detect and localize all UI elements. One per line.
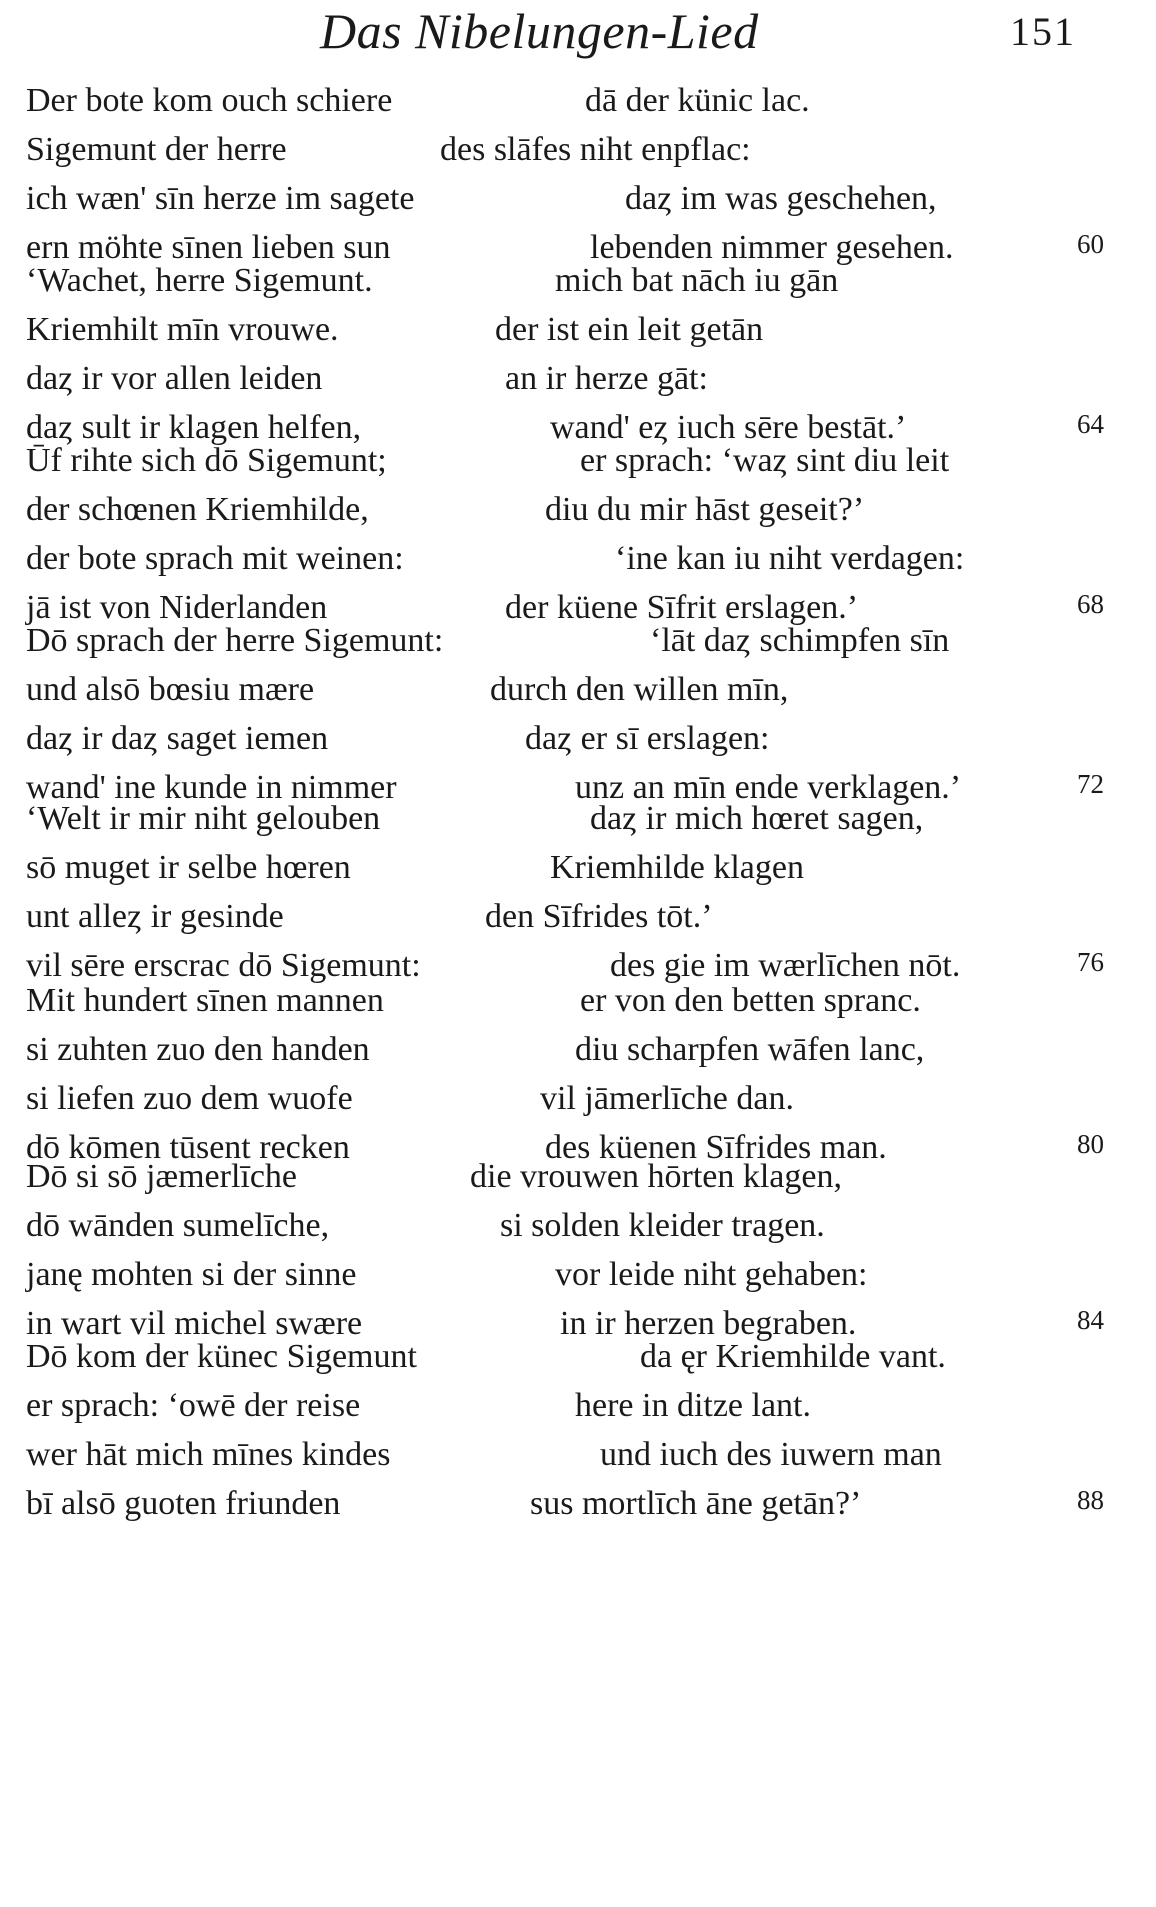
first-half-line: daȥ ir vor allen leiden xyxy=(26,360,323,397)
first-half-line: ich wæn' sīn herze im sagete xyxy=(26,180,415,217)
first-half-line: ern möhte sīnen lieben sun xyxy=(26,229,391,266)
verse-line xyxy=(0,262,1156,311)
line-number: 72 xyxy=(1077,769,1104,799)
second-half-line: diu scharpfen wāfen lanc, xyxy=(575,1031,925,1068)
verse-line xyxy=(0,131,1156,180)
second-half-line: daȥ im was geschehen, xyxy=(625,180,937,217)
first-half-line: dō kōmen tūsent recken xyxy=(26,1129,350,1166)
verse-line xyxy=(0,360,1156,409)
page-title: Das Nibelungen-Lied xyxy=(320,3,759,59)
stanza xyxy=(0,1158,1156,1354)
stanza xyxy=(0,622,1156,818)
first-half-line: si zuhten zuo den handen xyxy=(26,1031,370,1068)
verse-line xyxy=(0,671,1156,720)
first-half-line: ‘Welt ir mir niht gelouben xyxy=(26,800,381,837)
line-number: 76 xyxy=(1077,947,1104,977)
first-half-line: Dō si sō jæmerlīche xyxy=(26,1158,298,1195)
second-half-line: den Sīfrides tōt.’ xyxy=(485,898,713,935)
first-half-line: in wart vil michel swære xyxy=(26,1305,363,1342)
second-half-line: mich bat nāch iu gān xyxy=(555,262,839,299)
page-number: 151 xyxy=(1010,9,1076,54)
line-number: 64 xyxy=(1077,409,1104,439)
verse-line xyxy=(0,1387,1156,1436)
verse-line xyxy=(0,1436,1156,1485)
first-half-line: janę mohten si der sinne xyxy=(26,1256,357,1293)
stanza xyxy=(0,800,1156,996)
second-half-line: unz an mīn ende verklagen.’ xyxy=(575,769,962,806)
first-half-line: bī alsō guoten friunden xyxy=(26,1485,341,1522)
stanza xyxy=(0,262,1156,458)
first-half-line: Der bote kom ouch schiere xyxy=(26,82,393,119)
verse-line xyxy=(0,1338,1156,1387)
first-half-line: Sigemunt der herre xyxy=(26,131,287,168)
second-half-line: des gie im wærlīchen nōt. xyxy=(610,947,961,984)
stanza xyxy=(0,442,1156,638)
line-number: 84 xyxy=(1077,1305,1104,1335)
verse-line xyxy=(0,1256,1156,1305)
first-half-line: dō wānden sumelīche, xyxy=(26,1207,330,1244)
first-half-line: vil sēre erscrac dō Sigemunt: xyxy=(26,947,421,984)
first-half-line: und alsō bœsiu mære xyxy=(26,671,315,708)
second-half-line: sus mortlīch āne getān?’ xyxy=(530,1485,862,1522)
second-half-line: daȥ er sī erslagen: xyxy=(525,720,770,757)
verse-line xyxy=(0,540,1156,589)
verse-line xyxy=(0,1158,1156,1207)
first-half-line: daȥ sult ir klagen helfen, xyxy=(26,409,362,446)
second-half-line: vor leide niht gehaben: xyxy=(555,1256,868,1293)
verse-line xyxy=(0,180,1156,229)
second-half-line: an ir herze gāt: xyxy=(505,360,708,397)
stanza xyxy=(0,1338,1156,1534)
second-half-line: Kriemhilde klagen xyxy=(550,849,804,886)
second-half-line: die vrouwen hōrten klagen, xyxy=(470,1158,842,1195)
second-half-line: des slāfes niht enpflac: xyxy=(440,131,751,168)
first-half-line: der bote sprach mit weinen: xyxy=(26,540,404,577)
verse-line xyxy=(0,982,1156,1031)
line-number: 60 xyxy=(1077,229,1104,259)
stanza xyxy=(0,82,1156,278)
verse-line xyxy=(0,442,1156,491)
first-half-line: Mit hundert sīnen mannen xyxy=(26,982,384,1019)
second-half-line: lebenden nimmer gesehen. xyxy=(590,229,954,266)
second-half-line: durch den willen mīn, xyxy=(490,671,789,708)
stanza xyxy=(0,982,1156,1178)
second-half-line: des küenen Sīfrides man. xyxy=(545,1129,887,1166)
first-half-line: unt alleȥ ir gesinde xyxy=(26,898,284,935)
second-half-line: dā der künic lac. xyxy=(585,82,810,119)
first-half-line: wer hāt mich mīnes kindes xyxy=(26,1436,391,1473)
second-half-line: ‘ine kan iu niht verdagen: xyxy=(615,540,965,577)
second-half-line: in ir herzen begraben. xyxy=(560,1305,857,1342)
first-half-line: Ūf rihte sich dō Sigemunt; xyxy=(26,442,387,479)
verse-line xyxy=(0,898,1156,947)
first-half-line: si liefen zuo dem wuofe xyxy=(26,1080,353,1117)
verse-line xyxy=(0,311,1156,360)
first-half-line: wand' ine kunde in nimmer xyxy=(26,769,397,806)
first-half-line: der schœnen Kriemhilde, xyxy=(26,491,369,528)
second-half-line: diu du mir hāst geseit?’ xyxy=(545,491,865,528)
first-half-line: Dō sprach der herre Sigemunt: xyxy=(26,622,444,659)
verse-line xyxy=(0,800,1156,849)
second-half-line: da ęr Kriemhilde vant. xyxy=(640,1338,946,1375)
second-half-line: here in ditze lant. xyxy=(575,1387,812,1424)
first-half-line: ‘Wachet, herre Sigemunt. xyxy=(26,262,373,299)
verse-line xyxy=(0,622,1156,671)
second-half-line: er von den betten spranc. xyxy=(580,982,921,1019)
second-half-line: si solden kleider tragen. xyxy=(500,1207,825,1244)
line-number: 88 xyxy=(1077,1485,1104,1515)
second-half-line: der küene Sīfrit erslagen.’ xyxy=(505,589,859,626)
verse-line xyxy=(0,491,1156,540)
second-half-line: und iuch des iuwern man xyxy=(600,1436,942,1473)
verse-line xyxy=(0,849,1156,898)
second-half-line: ‘lāt daȥ schimpfen sīn xyxy=(650,622,950,659)
second-half-line: wand' eȥ iuch sēre bestāt.’ xyxy=(550,409,907,446)
second-half-line: vil jāmerlīche dan. xyxy=(540,1080,794,1117)
first-half-line: Dō kom der künec Sigemunt xyxy=(26,1338,417,1375)
second-half-line: er sprach: ‘waȥ sint diu leit xyxy=(580,442,950,479)
verse-line xyxy=(0,1080,1156,1129)
line-number: 80 xyxy=(1077,1129,1104,1159)
verse-line xyxy=(0,720,1156,769)
verse-line xyxy=(0,82,1156,131)
first-half-line: daȥ ir daȥ saget iemen xyxy=(26,720,329,757)
verse-line xyxy=(0,1485,1156,1534)
verse-line xyxy=(0,1207,1156,1256)
second-half-line: daȥ ir mich hœret sagen, xyxy=(590,800,924,837)
line-number: 68 xyxy=(1077,589,1104,619)
first-half-line: Kriemhilt mīn vrouwe. xyxy=(26,311,339,348)
verse-line xyxy=(0,1031,1156,1080)
second-half-line: der ist ein leit getān xyxy=(495,311,764,348)
first-half-line: jā ist von Niderlanden xyxy=(26,589,328,626)
first-half-line: er sprach: ‘owē der reise xyxy=(26,1387,361,1424)
first-half-line: sō muget ir selbe hœren xyxy=(26,849,351,886)
